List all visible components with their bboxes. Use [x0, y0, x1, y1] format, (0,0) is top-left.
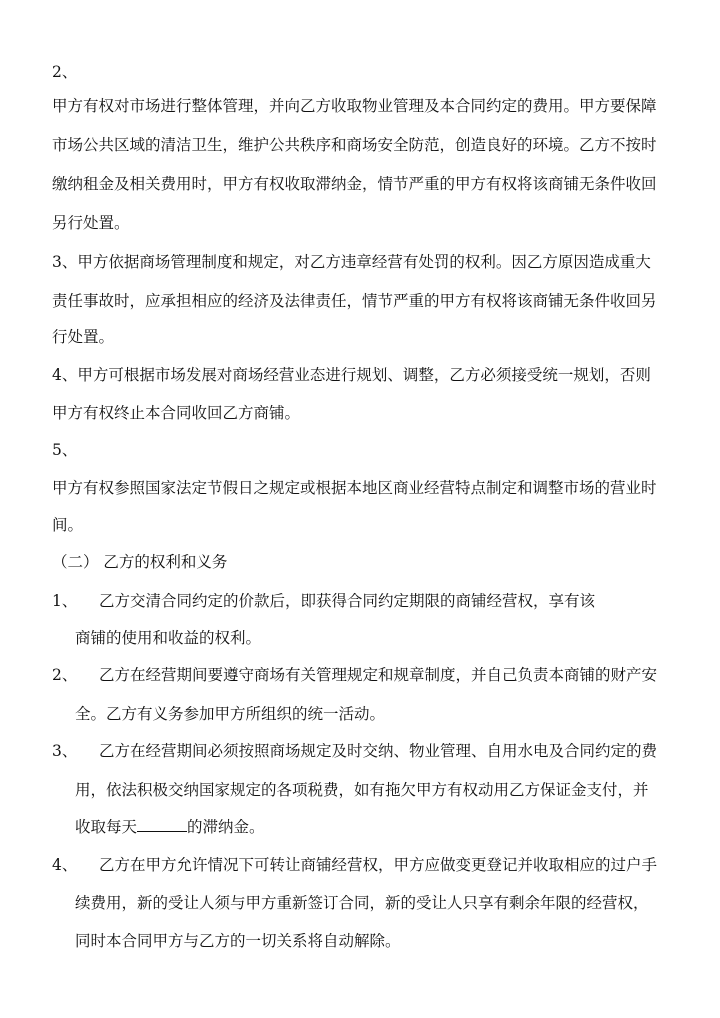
- paragraph-line: 间。: [52, 516, 84, 534]
- list-item-text: 的滞纳金。: [187, 818, 265, 836]
- list-item-line: 商铺的使用和收益的权利。: [75, 629, 262, 647]
- list-item-line: 乙方在经营期间必须按照商场规定及时交纳、物业管理、自用水电及合同约定的费: [99, 742, 658, 760]
- list-item-line: 用，依法积极交纳国家规定的各项税费，如有拖欠甲方有权动用乙方保证金支付，并: [75, 781, 649, 799]
- paragraph-line: 3、甲方依据商场管理制度和规定，对乙方违章经营有处罚的权利。因乙方原因造成重大: [52, 253, 651, 271]
- section-heading: （二） 乙方的权利和义务: [52, 553, 228, 571]
- fill-in-blank: [137, 817, 187, 832]
- paragraph-line: 4、甲方可根据市场发展对商场经营业态进行规划、调整，乙方必须接受统一规划，否则: [52, 366, 651, 384]
- list-item-line: 乙方在甲方允许情况下可转让商铺经营权，甲方应做变更登记并收取相应的过户手: [99, 856, 658, 874]
- list-item-number: 3、: [52, 742, 78, 760]
- paragraph-line: 甲方有权参照国家法定节假日之规定或根据本地区商业经营特点制定和调整市场的营业时: [52, 479, 657, 497]
- list-item-line: 全。乙方有义务参加甲方所组织的统一活动。: [75, 705, 386, 723]
- list-item-number: 2、: [52, 666, 78, 684]
- list-item-line: 乙方在经营期间要遵守商场有关管理规定和规章制度，并自己负责本商铺的财产安: [99, 666, 658, 684]
- paragraph-line: 责任事故时，应承担相应的经济及法律责任，情节严重的甲方有权将该商铺无条件收回另: [52, 292, 657, 310]
- paragraph-line: 市场公共区域的清洁卫生，维护公共秩序和商场安全防范，创造良好的环境。乙方不按时: [52, 136, 657, 154]
- paragraph-number: 2、: [52, 63, 78, 81]
- paragraph-line: 甲方有权终止本合同收回乙方商铺。: [52, 404, 301, 422]
- paragraph-number: 5、: [52, 441, 78, 459]
- paragraph-line: 甲方有权对市场进行整体管理，并向乙方收取物业管理及本合同约定的费用。甲方要保障: [52, 97, 657, 115]
- paragraph-line: 行处置。: [52, 328, 115, 346]
- list-item-line: [75, 817, 265, 837]
- paragraph-line: 缴纳租金及相关费用时，甲方有权收取滞纳金，情节严重的甲方有权将该商铺无条件收回: [52, 175, 657, 193]
- list-item-number: 1、: [52, 592, 78, 610]
- list-item-line: 乙方交清合同约定的价款后，即获得合同约定期限的商铺经营权，享有该: [99, 592, 596, 610]
- paragraph-line: 另行处置。: [52, 214, 130, 232]
- list-item-number: 4、: [52, 856, 78, 874]
- list-item-text: 收取每天: [75, 818, 138, 836]
- list-item-line: 同时本合同甲方与乙方的一切关系将自动解除。: [75, 932, 401, 950]
- list-item-line: 续费用，新的受让人须与甲方重新签订合同，新的受让人只享有剩余年限的经营权，: [75, 894, 649, 912]
